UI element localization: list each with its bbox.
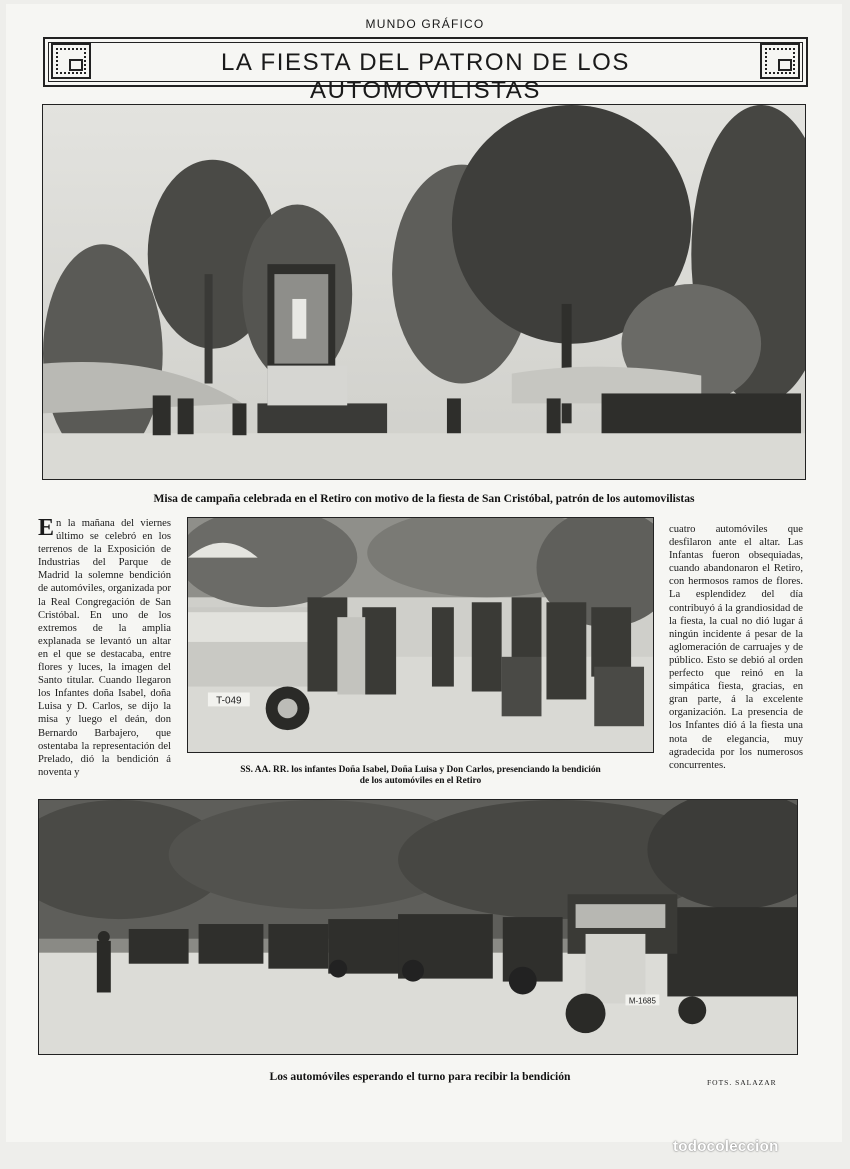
ornament-right-icon: [760, 43, 800, 79]
photo2-caption-line2: de los automóviles en el Retiro: [359, 776, 482, 786]
photo-field-mass: [42, 104, 806, 480]
article-left-column: [38, 517, 171, 779]
article-left-text: n la mañana del viernes último se celebró en los terrenos de la Exposición de Industrias del Parque de Madrid la solemne bendición de automóviles, organizada por la Real Congregación de San Cristóbal. En uno de los extremos de la amplia explanada se levantó un altar en el que se destacaba, entre flores y luces, la imagen del Santo titular. Cuando llegaron los Infantes doña Isabel, doña Luisa y D. Carlos, se dijo la misa y luego el deán, don Bernardo Barbajero, que ostentaba la representación del Prelado, dió la bendición á noventa y: [38, 518, 171, 778]
article-dropcap: E: [38, 515, 55, 541]
watermark: todocoleccion: [673, 1138, 779, 1155]
photo3-plate: M-1685: [628, 996, 656, 1006]
photo-credit: FOTS. SALAZAR: [707, 1078, 777, 1087]
article-right-column: cuatro automóviles que desfilaron ante el altar. Las Infantas fueron obsequiadas, cuando abandonaron el Retiro, con hermosos ramos de flores. La esplendidez del día contribuyó á la grandiosidad de la fiesta, la cual no dió lugar á ningún incidente á pesar de la aglomeración de carruajes y de público. Esto se debió al orden perfecto que reinó en la simpática fiesta, gracias, en gran parte, á la excelente organización. La presencia de los Infantes dió á la fiesta una nota de elegancia, muy agradecida por los numerosos concurrentes.: [669, 524, 803, 771]
photo1-caption: Misa de campaña celebrada en el Retiro con motivo de la fiesta de San Cristóbal, patrón de los automovilistas: [153, 492, 695, 505]
photo2-caption: [187, 765, 654, 787]
photo-infantes: [187, 517, 654, 753]
photo3-caption: Los automóviles esperando el turno para recibir la bendición: [269, 1070, 571, 1083]
photo2-caption-line1: SS. AA. RR. los infantes Doña Isabel, Doña Luisa y Don Carlos, presenciando la bendición: [240, 765, 601, 775]
title-banner: [43, 37, 808, 104]
masthead: MUNDO GRÁFICO: [365, 17, 485, 31]
page-title: LA FIESTA DEL PATRON DE LOS AUTOMOVILISTAS: [220, 49, 631, 104]
photo2-plate: T-049: [216, 695, 242, 707]
ornament-left-icon: [51, 43, 91, 79]
photo-cars: [38, 799, 798, 1055]
